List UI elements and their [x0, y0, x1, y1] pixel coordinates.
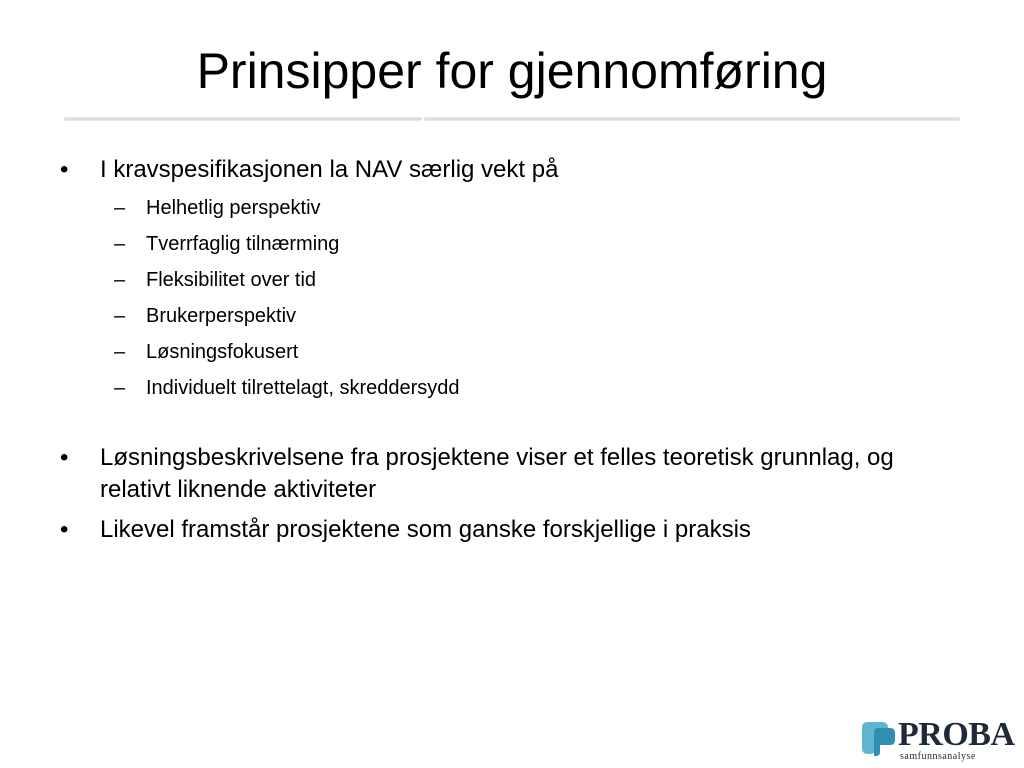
- sub-bullet-item: [100, 370, 958, 406]
- dash-glyph: –: [114, 233, 126, 255]
- dash-glyph: –: [114, 377, 126, 399]
- dash-glyph: –: [114, 197, 126, 219]
- bullet-item: [58, 514, 958, 546]
- proba-logo-mark-icon: [858, 718, 898, 758]
- slide-body: [58, 154, 958, 546]
- dash-glyph: –: [114, 341, 126, 363]
- bullet-item: [58, 442, 958, 506]
- logo-wordmark: PROBA: [898, 716, 1015, 753]
- sub-bullet-item: [100, 262, 958, 298]
- dash-glyph: –: [114, 269, 126, 291]
- bullet-text: Løsningsbeskrivelsene fra prosjektene viser et felles teoretisk grunnlag, og relativt liknende aktiviteter: [100, 444, 894, 503]
- sub-bullet-item: [100, 298, 958, 334]
- sub-bullet-text: Tverrfaglig tilnærming: [146, 233, 340, 255]
- bullet-glyph: •: [60, 444, 69, 471]
- sub-bullet-text: Løsningsfokusert: [146, 341, 299, 363]
- sub-bullet-list: [100, 190, 958, 406]
- title-divider-right: [424, 117, 960, 121]
- logo-tagline: samfunnsanalyse: [900, 751, 976, 762]
- sub-bullet-item: [100, 226, 958, 262]
- bullet-list: [58, 154, 958, 546]
- bullet-text: I kravspesifikasjonen la NAV særlig vekt på: [100, 156, 559, 183]
- bullet-glyph: •: [60, 156, 69, 183]
- title-divider-left: [64, 117, 422, 121]
- sub-bullet-text: Helhetlig perspektiv: [146, 197, 321, 219]
- sub-bullet-text: Individuelt tilrettelagt, skreddersydd: [146, 377, 460, 399]
- sub-bullet-item: [100, 190, 958, 226]
- slide-title: Prinsipper for gjennomføring: [196, 43, 828, 99]
- sub-bullet-text: Brukerperspektiv: [146, 305, 297, 327]
- bullet-text: Likevel framstår prosjektene som ganske forskjellige i praksis: [100, 516, 751, 543]
- sub-bullet-text: Fleksibilitet over tid: [146, 269, 317, 291]
- proba-logo: [858, 716, 1020, 764]
- bullet-item: [58, 154, 958, 406]
- dash-glyph: –: [114, 305, 126, 327]
- sub-bullet-item: [100, 334, 958, 370]
- bullet-glyph: •: [60, 516, 69, 543]
